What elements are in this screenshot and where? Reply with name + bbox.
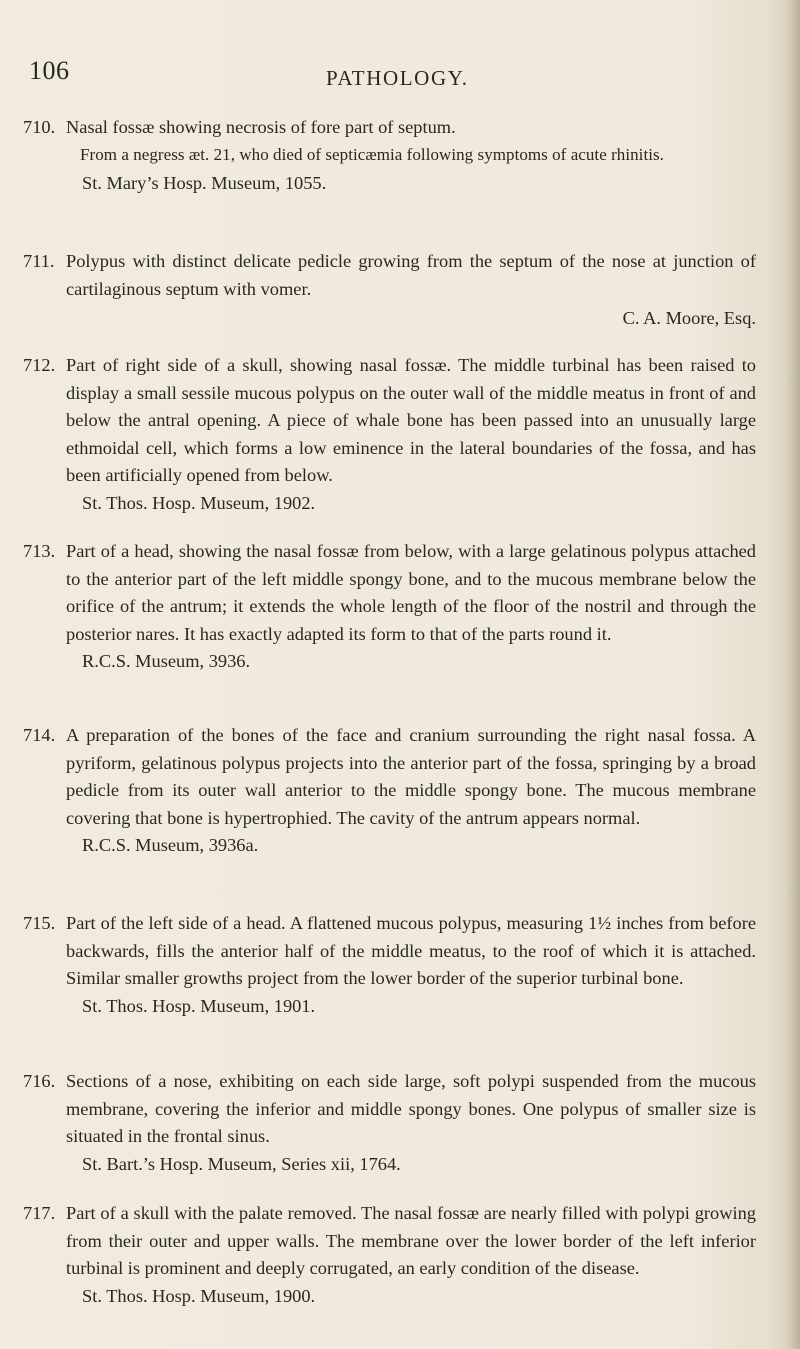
entry-description: Polypus with distinct delicate pedicle growing from the septum of the nose at junction of cartilaginous septum with vomer.	[66, 251, 756, 299]
entry-description: Nasal fossæ showing necrosis of fore part of septum.	[66, 117, 456, 137]
entry-number: 714.	[23, 725, 56, 745]
catalogue-entry-715	[23, 910, 756, 1020]
entry-note: From a negress æt. 21, who died of septicæmia following symptoms of acute rhinitis.	[80, 144, 664, 164]
entry-source: St. Thos. Hosp. Museum, 1900.	[82, 1285, 316, 1306]
catalogue-entry-714	[23, 722, 756, 860]
entry-source: R.C.S. Museum, 3936a.	[82, 835, 259, 856]
entry-description: Part of a head, showing the nasal fossæ from below, with a large gelatinous polypus attached to the anterior part of the left middle spongy bone, and to the mucous membrane below the orifice of the antrum; it extends the whole length of the floor of the nostril and through the posterior nares. It has exactly adapted its form to that of the parts round it.	[66, 541, 756, 644]
running-head: PATHOLOGY.	[326, 66, 469, 90]
catalogue-entry-716	[23, 1068, 756, 1178]
entry-number: 715.	[23, 913, 56, 933]
entry-source: St. Thos. Hosp. Museum, 1901.	[82, 995, 316, 1016]
entry-number: 712.	[23, 355, 56, 375]
catalogue-entry-712	[23, 352, 756, 518]
catalogue-entry-710	[23, 114, 756, 197]
page-number: 106	[29, 56, 70, 85]
entry-number: 710.	[23, 117, 56, 137]
entry-source: St. Thos. Hosp. Museum, 1902.	[82, 492, 316, 513]
entry-description: Part of a skull with the palate removed. The nasal fossæ are nearly filled with polypi growing from their outer and upper walls. The membrane over the lower border of the left inferior turbinal is prominent and deeply corrugated, an early condition of the disease.	[66, 1203, 756, 1279]
entry-number: 711.	[23, 251, 55, 271]
entry-source: C. A. Moore, Esq.	[622, 308, 756, 329]
entry-description: Sections of a nose, exhibiting on each side large, soft polypi suspended from the mucous membrane, covering the inferior and middle spongy bones. One polypus of smaller size is situated in the frontal sinus.	[66, 1071, 756, 1147]
entry-description: Part of the left side of a head. A flattened mucous polypus, measuring 1½ inches from before backwards, fills the anterior half of the middle meatus, to the roof of which it is attached. Similar smaller growths project from the lower border of the superior turbinal bone.	[66, 913, 756, 989]
entry-number: 713.	[23, 541, 56, 561]
page-edge-shadow	[786, 0, 800, 1349]
entry-number: 716.	[23, 1071, 56, 1091]
entry-description: Part of right side of a skull, showing nasal fossæ. The middle turbinal has been raised to display a small sessile mucous polypus on the outer wall of the middle meatus in front of and below the antral opening. A piece of whale bone has been passed into an unusually large ethmoidal cell, which forms a low eminence in the lateral boundaries of the fossa, and has been artificially opened from below.	[66, 355, 756, 486]
catalogue-entry-717	[23, 1200, 756, 1310]
catalogue-entry-711	[23, 248, 756, 333]
entry-description: A preparation of the bones of the face and cranium surrounding the right nasal fossa. A pyriform, gelatinous polypus projects into the anterior part of the fossa, springing by a broad pedicle from its outer wall anterior to the middle spongy bone. The mucous membrane covering that bone is hypertrophied. The cavity of the antrum appears normal.	[66, 725, 756, 828]
entry-number: 717.	[23, 1203, 56, 1223]
entry-source: R.C.S. Museum, 3936.	[82, 651, 251, 672]
catalogue-entry-713	[23, 538, 756, 676]
entry-source: St. Mary’s Hosp. Museum, 1055.	[82, 172, 327, 193]
entry-source: St. Bart.’s Hosp. Museum, Series xii, 1764.	[82, 1153, 401, 1174]
